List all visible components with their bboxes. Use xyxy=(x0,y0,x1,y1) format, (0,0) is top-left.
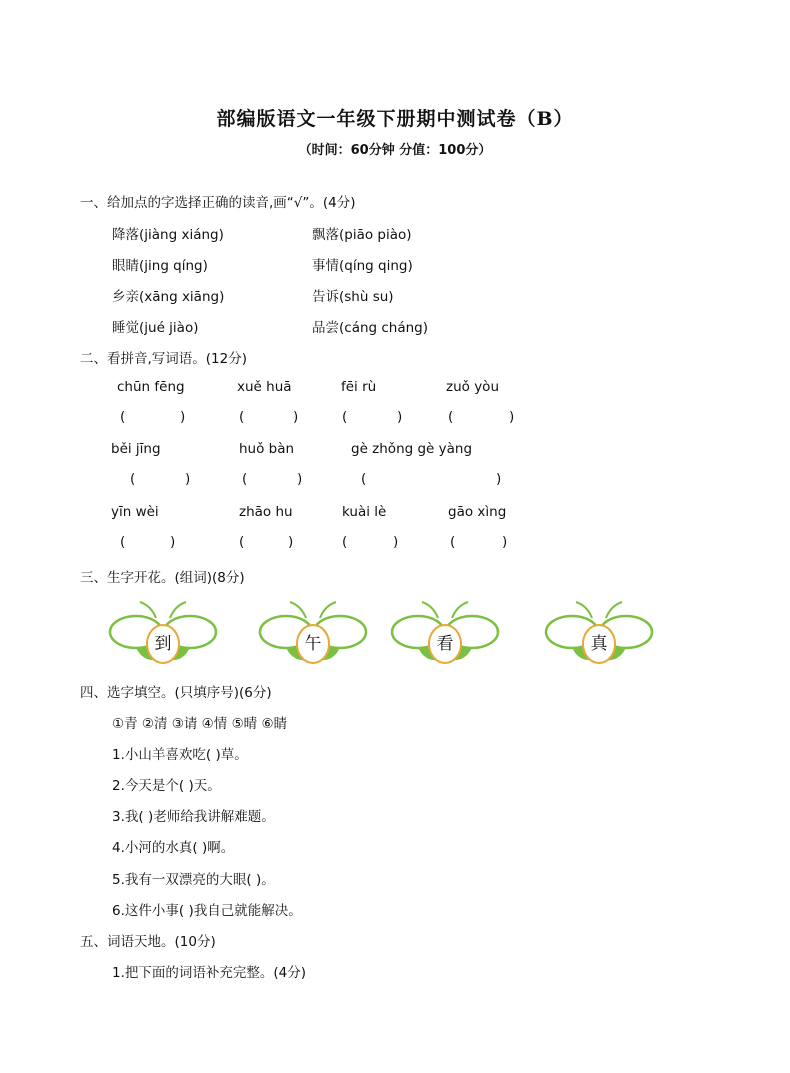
character-flower xyxy=(544,600,654,670)
flower-character: 真 xyxy=(590,634,608,654)
character-flower xyxy=(108,600,218,670)
flower-character: 午 xyxy=(304,634,322,654)
section-4-heading: 四、选字填空。(只填序号)(6分) xyxy=(80,685,272,701)
pinyin-word: xuě huā xyxy=(237,379,292,395)
answer-close-paren: ) xyxy=(288,534,294,550)
s1-item: 睡觉(jué jiào) xyxy=(112,320,199,336)
answer-close-paren: ) xyxy=(180,409,186,425)
answer-close-paren: ) xyxy=(185,471,191,487)
pinyin-word: gāo xìng xyxy=(448,504,507,520)
answer-close-paren: ) xyxy=(293,409,299,425)
answer-close-paren: ) xyxy=(509,409,515,425)
answer-open-paren: ( xyxy=(342,534,348,550)
answer-open-paren: ( xyxy=(242,471,248,487)
pinyin-word: chūn fēng xyxy=(117,379,185,395)
character-flower xyxy=(258,600,368,670)
pinyin-word: huǒ bàn xyxy=(239,441,295,457)
s1-item: 乡亲(xāng xiāng) xyxy=(112,289,225,305)
answer-open-paren: ( xyxy=(239,409,245,425)
answer-open-paren: ( xyxy=(450,534,456,550)
section-3-heading: 三、生字开花。(组词)(8分) xyxy=(80,570,245,586)
question-5: 5.我有一双漂亮的大眼( )。 xyxy=(112,872,275,888)
s1-item: 事情(qíng qing) xyxy=(312,258,413,274)
answer-open-paren: ( xyxy=(130,471,136,487)
flower-character: 看 xyxy=(436,634,454,654)
pinyin-word: gè zhǒng gè yàng xyxy=(351,441,473,457)
flower-character: 到 xyxy=(154,634,172,654)
question-1: 1.小山羊喜欢吃( )草。 xyxy=(112,747,248,763)
answer-close-paren: ) xyxy=(496,471,502,487)
page-title: 部编版语文一年级下册期中测试卷（B） xyxy=(216,108,574,130)
s1-item: 品尝(cáng cháng) xyxy=(312,320,429,336)
answer-open-paren: ( xyxy=(120,534,126,550)
question-2: 2.今天是个( )天。 xyxy=(112,778,221,794)
character-flower xyxy=(390,600,500,670)
s1-item: 告诉(shù su) xyxy=(312,289,394,305)
answer-open-paren: ( xyxy=(342,409,348,425)
answer-close-paren: ) xyxy=(170,534,176,550)
question-3: 3.我( )老师给我讲解难题。 xyxy=(112,809,275,825)
answer-open-paren: ( xyxy=(120,409,126,425)
section-5-sub-1: 1.把下面的词语补充完整。(4分) xyxy=(112,965,307,981)
page-subtitle: （时间：60分钟 分值：100分） xyxy=(298,143,492,158)
question-6: 6.这件小事( )我自己就能解决。 xyxy=(112,903,302,919)
answer-close-paren: ) xyxy=(297,471,303,487)
s1-item: 飘落(piāo piào) xyxy=(312,227,412,243)
pinyin-word: běi jīng xyxy=(111,441,161,457)
s1-item: 眼睛(jing qíng) xyxy=(112,258,208,274)
s1-item: 降落(jiàng xiáng) xyxy=(112,227,224,243)
pinyin-word: fēi rù xyxy=(341,379,377,395)
pinyin-word: kuài lè xyxy=(342,504,387,520)
answer-close-paren: ) xyxy=(502,534,508,550)
pinyin-word: zuǒ yòu xyxy=(446,379,499,395)
pinyin-word: zhāo hu xyxy=(239,504,293,520)
section-2-heading: 二、看拼音,写词语。(12分) xyxy=(80,351,248,367)
answer-close-paren: ) xyxy=(397,409,403,425)
choice-options: ①青 ②清 ③请 ④情 ⑤晴 ⑥睛 xyxy=(112,716,288,732)
answer-close-paren: ) xyxy=(393,534,399,550)
answer-open-paren: ( xyxy=(239,534,245,550)
pinyin-word: yīn wèi xyxy=(111,504,159,520)
question-4: 4.小河的水真( )啊。 xyxy=(112,840,235,856)
answer-open-paren: ( xyxy=(448,409,454,425)
answer-open-paren: ( xyxy=(361,471,367,487)
section-5-heading: 五、词语天地。(10分) xyxy=(80,934,216,950)
section-1-heading: 一、给加点的字选择正确的读音,画“√”。(4分) xyxy=(80,195,356,211)
